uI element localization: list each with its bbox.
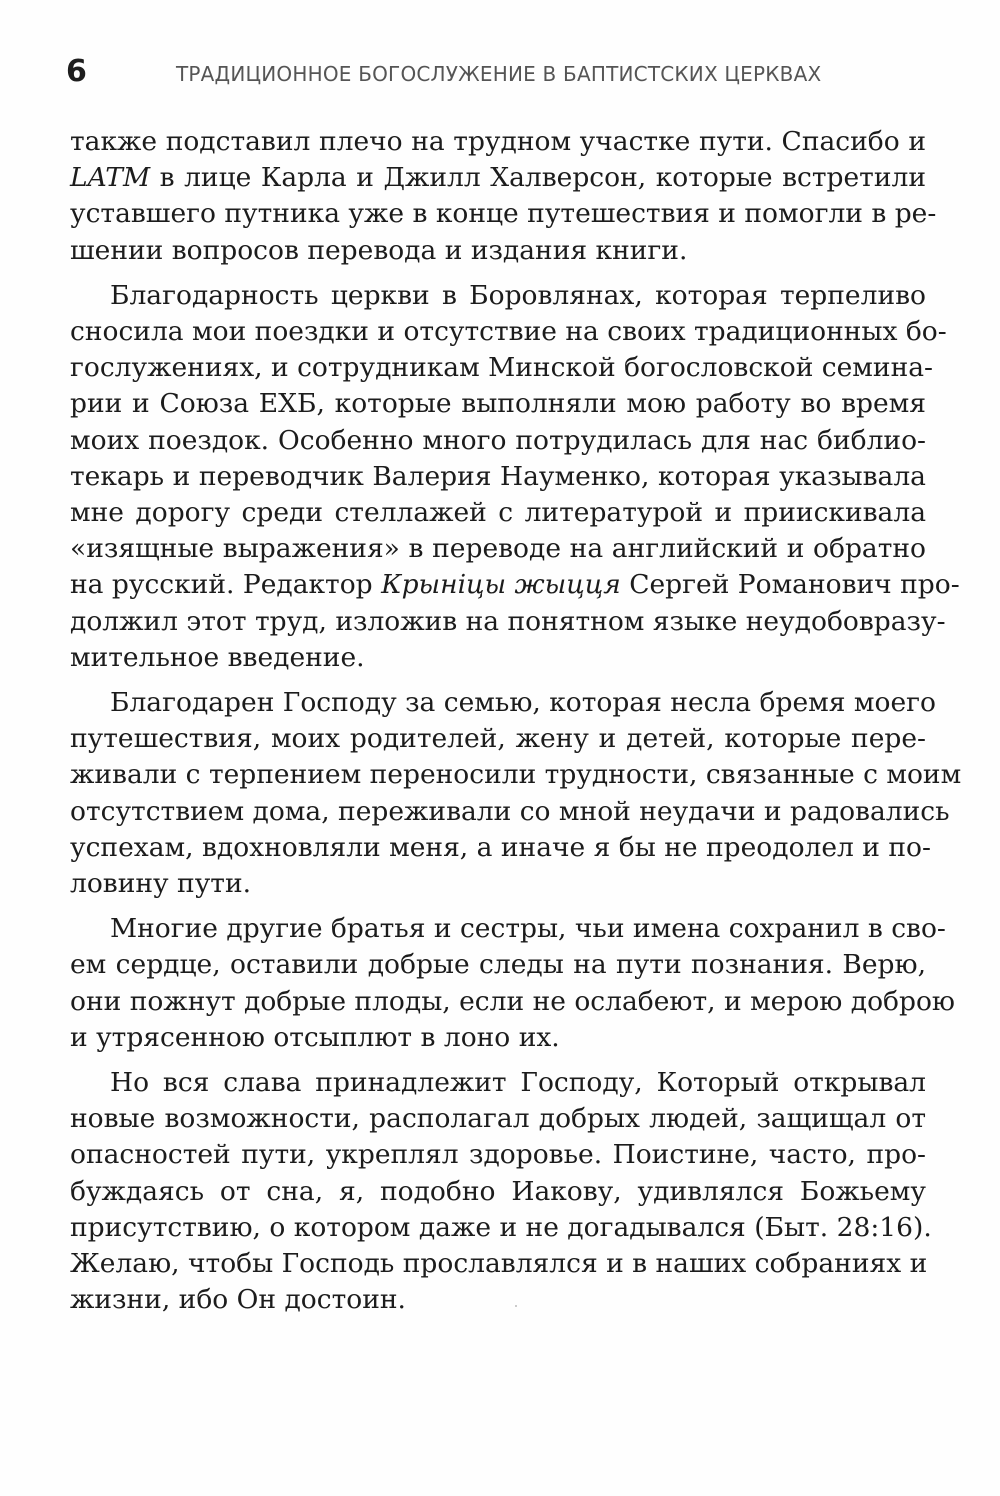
paragraph-5	[70, 1065, 932, 1318]
text-line: моих поездок. Особенно много потрудилась для нас библио-	[70, 424, 926, 456]
text-line	[70, 160, 926, 196]
text-line: мне дорогу среди стеллажей с литературой и приискивала	[70, 497, 926, 529]
text-line: ем сердце, оставили добрые следы на пути познания. Верю,	[70, 949, 926, 981]
paragraph-1	[70, 124, 937, 269]
paper-speck	[515, 1305, 517, 1307]
text-line: ловину пути.	[70, 868, 252, 900]
text-line: они пожнут добрые плоды, если не ослабеют, и мерою доброю	[70, 985, 955, 1017]
text-line: опасностей пути, укреплял здоровье. Поистине, часто, про-	[70, 1139, 926, 1171]
text-line: и утрясенною отсыплют в лоно их.	[70, 1021, 560, 1053]
text-line: буждаясь от сна, я, подобно Иакову, удивлялся Божьему	[70, 1175, 926, 1207]
page-number: 6	[66, 54, 87, 89]
body-text	[70, 124, 962, 1328]
paragraph-3	[70, 685, 962, 902]
paragraph-4	[70, 911, 955, 1056]
text-line: мительное введение.	[70, 641, 365, 673]
running-title: ТРАДИЦИОННОЕ БОГОСЛУЖЕНИЕ В БАПТИСТСКИХ ЦЕРКВАХ	[176, 62, 822, 86]
italic-title: Крыніцы жыцця	[381, 569, 621, 601]
text-line: Но вся слава принадлежит Господу, Который открывал	[110, 1067, 926, 1099]
text-line: Желаю, чтобы Господь прославлялся и в наших собраниях и	[70, 1248, 928, 1280]
text-line: гослужениях, и сотрудникам Минской богословской семина-	[70, 352, 933, 384]
text-line: отсутствием дома, переживали со мной неудачи и радовались	[70, 795, 950, 827]
running-head	[66, 52, 946, 92]
text-line: «изящные выражения» в переводе на английский и обратно	[70, 533, 926, 565]
paragraph-2	[70, 278, 960, 676]
text-line: успехам, вдохновляли меня, а иначе я бы не преодолел и по-	[70, 831, 931, 863]
text-line: жизни, ибо Он достоин.	[70, 1284, 406, 1316]
text-run: Сергей Романович про-	[620, 569, 960, 601]
italic-name: LATM	[70, 162, 151, 194]
text-line: путешествия, моих родителей, жену и детей, которые пере-	[70, 723, 926, 755]
text-line: должил этот труд, изложив на понятном языке неудобовразу-	[70, 605, 946, 637]
text-line: уставшего путника уже в конце путешествия и помогли в ре-	[70, 198, 937, 230]
text-line: живали с терпением переносили трудности, связанные с моим	[70, 759, 962, 791]
text-line: новые возможности, располагал добрых людей, защищал от	[70, 1103, 926, 1135]
text-line	[70, 567, 960, 603]
text-line: Многие другие братья и сестры, чьи имена сохранил в сво-	[110, 913, 946, 945]
text-line: присутствию, о котором даже и не догадывался (Быт. 28:16).	[70, 1211, 932, 1243]
text-run: в лице Карла и Джилл Халверсон, которые встретили	[150, 162, 926, 194]
text-run: на русский. Редактор	[70, 569, 382, 601]
text-line: шении вопросов перевода и издания книги.	[70, 234, 688, 266]
text-line: рии и Союза ЕХБ, которые выполняли мою работу во время	[70, 388, 926, 420]
text-line: Благодарен Господу за семью, которая несла бремя моего	[110, 687, 936, 719]
text-line: текарь и переводчик Валерия Науменко, которая указывала	[70, 460, 926, 492]
text-line: также подставил плечо на трудном участке пути. Спасибо и	[70, 126, 926, 157]
text-line: сносила мои поездки и отсутствие на своих традиционных бо-	[70, 316, 947, 348]
text-line: Благодарность церкви в Боровлянах, которая терпеливо	[110, 279, 926, 311]
